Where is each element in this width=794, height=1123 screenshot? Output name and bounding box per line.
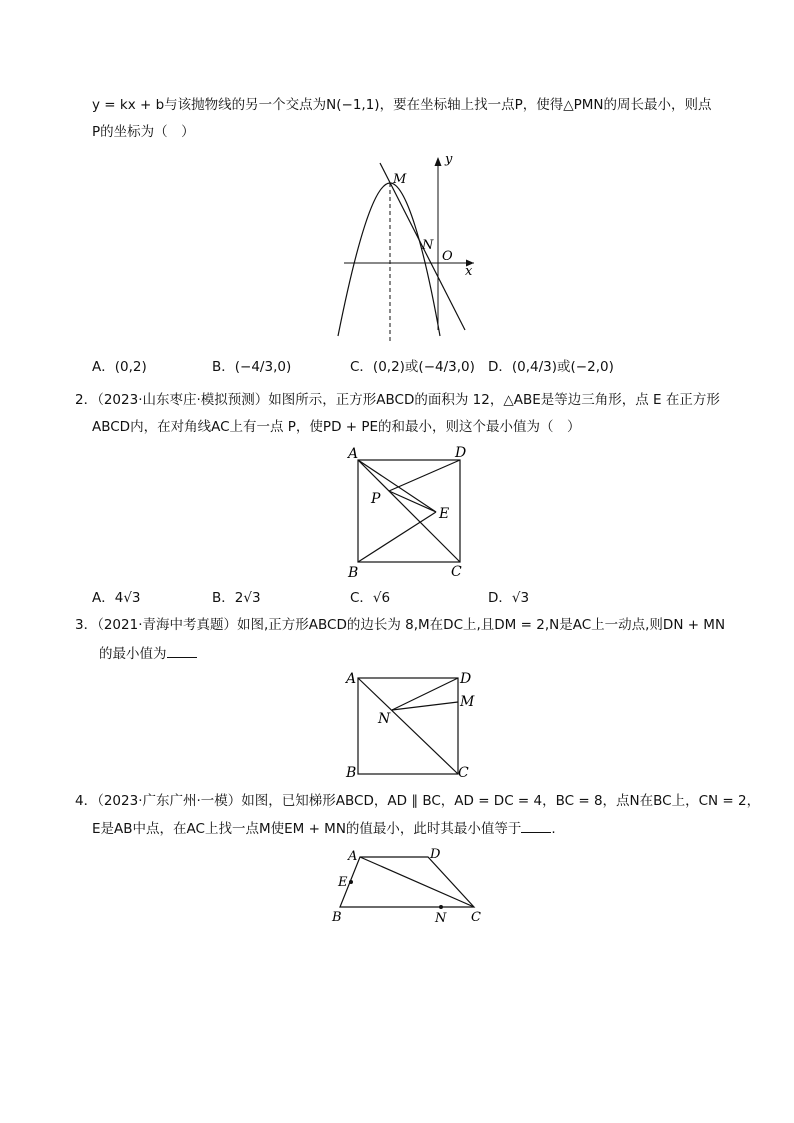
q3-label-D: D xyxy=(460,671,472,687)
q3-text-line2-content: 的最小值为 xyxy=(99,646,167,662)
q2-text-line1: 2．（2023·山东枣庄·模拟预测）如图所示，正方形ABCD的面积为 12，△ABE是等边三角形，点 E 在正方形 xyxy=(75,392,720,408)
q4-text-line1: 4．（2023·广东广州·一模）如图，已知梯形ABCD，AD ∥ BC，AD = DC = 4，BC = 8，点N在BC上，CN = 2， xyxy=(75,793,761,809)
q4-text-line2-end: . xyxy=(551,821,556,837)
q3-label-A: A xyxy=(346,671,357,687)
q4-label-D: D xyxy=(430,847,441,862)
q1-label-x: x xyxy=(465,264,473,279)
q2-label-C: C xyxy=(451,564,462,580)
q3-label-B: B xyxy=(346,765,357,781)
q1-option-a: A．(0,2) xyxy=(92,359,147,375)
q4-text-line2-content: E是AB中点，在AC上找一点M使EM + MN的值最小，此时其最小值等于 xyxy=(92,821,522,837)
q2-label-A: A xyxy=(348,446,359,462)
q1-label-M: M xyxy=(393,172,407,187)
q1-option-c: C．(0,2)或(−4/3,0) xyxy=(350,359,475,375)
q3-label-M: M xyxy=(460,694,475,710)
q4-label-E: E xyxy=(338,875,348,890)
q1-label-y: y xyxy=(445,152,453,167)
q4-label-A: A xyxy=(348,849,358,864)
q3-label-N: N xyxy=(378,711,391,727)
q2-label-E: E xyxy=(439,506,450,522)
q4-label-N: N xyxy=(435,911,447,926)
q2-text-line2: ABCD内，在对角线AC上有一点 P，使PD + PE的和最小，则这个最小值为（ ） xyxy=(92,419,581,435)
q1-text-line2: P的坐标为（ ） xyxy=(92,124,195,140)
q2-option-a: A．4√3 xyxy=(92,590,141,606)
q2-option-b: B．2√3 xyxy=(212,590,261,606)
q2-label-D: D xyxy=(455,445,467,461)
q2-option-d: D．√3 xyxy=(488,590,530,606)
q1-label-O: O xyxy=(442,249,453,264)
q3-label-C: C xyxy=(458,765,469,781)
q1-label-N: N xyxy=(422,238,434,253)
q1-text-line1: y = kx + b与该抛物线的另一个交点为N(−1,1)，要在坐标轴上找一点P，使得△PMN的周长最小，则点 xyxy=(92,97,712,113)
q2-label-P: P xyxy=(371,491,381,507)
q1-option-b: B．(−4/3,0) xyxy=(212,359,292,375)
q4-label-B: B xyxy=(332,910,342,925)
q1-option-d: D．(0,4/3)或(−2,0) xyxy=(488,359,614,375)
q2-option-c: C．√6 xyxy=(350,590,391,606)
q3-text-line1: 3．（2021·青海中考真题）如图,正方形ABCD的边长为 8,M在DC上,且DM = 2,N是AC上一动点,则DN + MN xyxy=(75,617,726,633)
q2-label-B: B xyxy=(348,565,359,581)
q4-label-C: C xyxy=(471,910,481,925)
